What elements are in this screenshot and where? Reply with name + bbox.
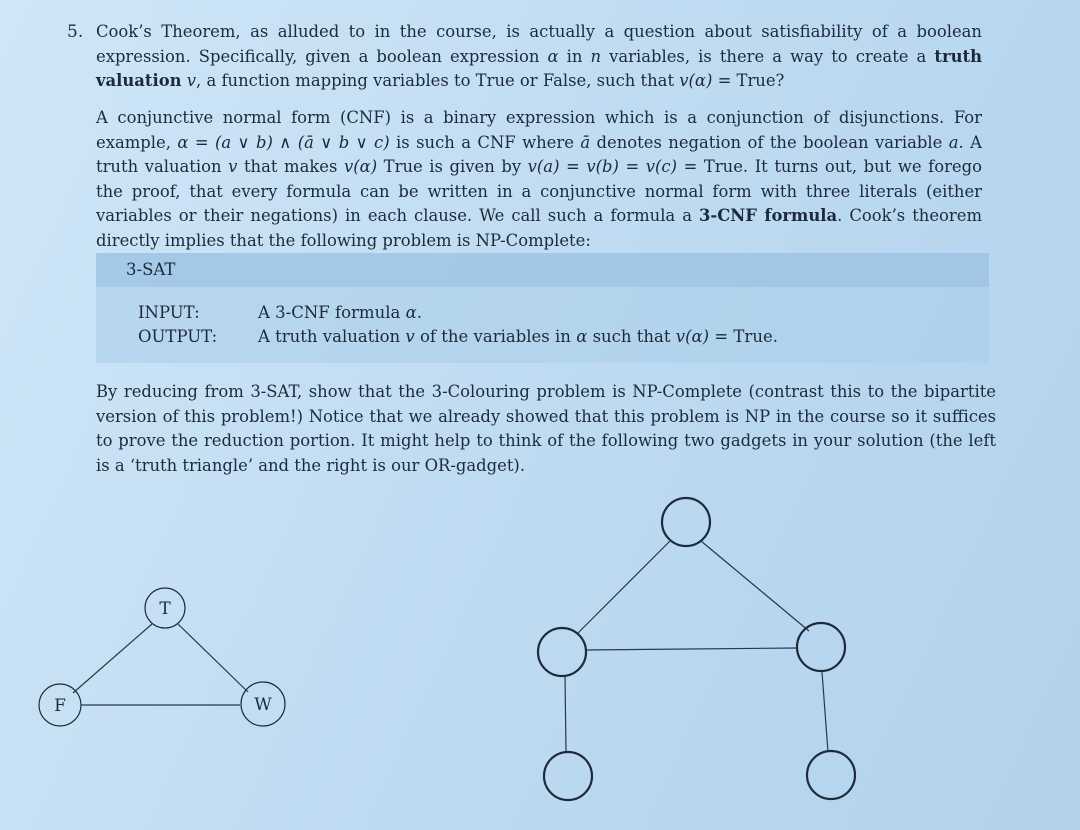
node-t <box>145 588 185 628</box>
or-edge-right-down <box>822 672 828 752</box>
or-edge-top-right <box>701 541 809 631</box>
node-w <box>241 682 285 726</box>
truth-valuation-term: truth valuation <box>96 46 982 90</box>
3cnf-term: 3-CNF formula <box>699 206 838 225</box>
or-node-bottom-left <box>544 752 592 800</box>
or-edge-left-down <box>565 675 566 752</box>
edge-t-f <box>73 624 152 693</box>
node-f <box>39 684 81 726</box>
question-number: 5. <box>67 22 84 42</box>
output-text: A truth valuation v of the variables in α such that v(α) = True. <box>258 327 778 346</box>
or-edge-top-left <box>578 541 670 633</box>
or-node-bottom-right <box>807 751 855 799</box>
or-node-right <box>797 623 845 671</box>
3sat-title: 3-SAT <box>126 260 176 279</box>
cnf-paragraph: A conjunctive normal form (CNF) is a binary expression which is a conjunction of disjunctions. For example, α = (a ∨ b) ∧ (ā ∨ b ∨ c) is such a CNF where ā denotes negation of the boolean variable a. A truth valuation v that makes v(α) True is given by v(a) = v(b) = v(c) = True. It turns out, but we forego the proof, that every formula can be written in a conjunctive normal form with three literals (either variables or their negations) in each clause. We call such a formula a 3-CNF formula. Cook’s theorem directly implies that the following problem is NP-Complete: <box>96 108 983 250</box>
input-label: INPUT: <box>138 303 200 322</box>
output-label: OUTPUT: <box>138 327 218 346</box>
node-f-label: F <box>54 696 66 716</box>
node-w-label: W <box>254 695 272 715</box>
edge-t-w <box>178 624 248 692</box>
task-paragraph: By reducing from 3-SAT, show that the 3-Colouring problem is NP-Complete (contrast this to the bipartite version of this problem!) Notice that we already showed that this problem is NP in the course so it suffices to prove the reduction portion. It might help to think of the following two gadgets in your solution (the left is a ‘truth triangle’ and the right is our OR-gadget). <box>96 382 996 475</box>
node-t-label: T <box>159 599 171 619</box>
input-text: A 3-CNF formula α. <box>258 303 422 322</box>
or-node-left <box>538 628 586 676</box>
or-gadget <box>538 498 855 800</box>
intro-paragraph: Cook’s Theorem, as alluded to in the course, is actually a question about satisfiability of a boolean expression. Specifically, given a boolean expression α in n variables, is there a way to create a truth valuation v, a function mapping variables to True or False, such that v(α) = True? <box>96 22 982 90</box>
or-node-top <box>662 498 710 546</box>
truth-triangle-gadget <box>39 588 285 726</box>
or-edge-left-right <box>586 648 797 650</box>
cnf-example: α = (a ∨ b) ∧ (ā ∨ b ∨ c) <box>177 132 390 152</box>
